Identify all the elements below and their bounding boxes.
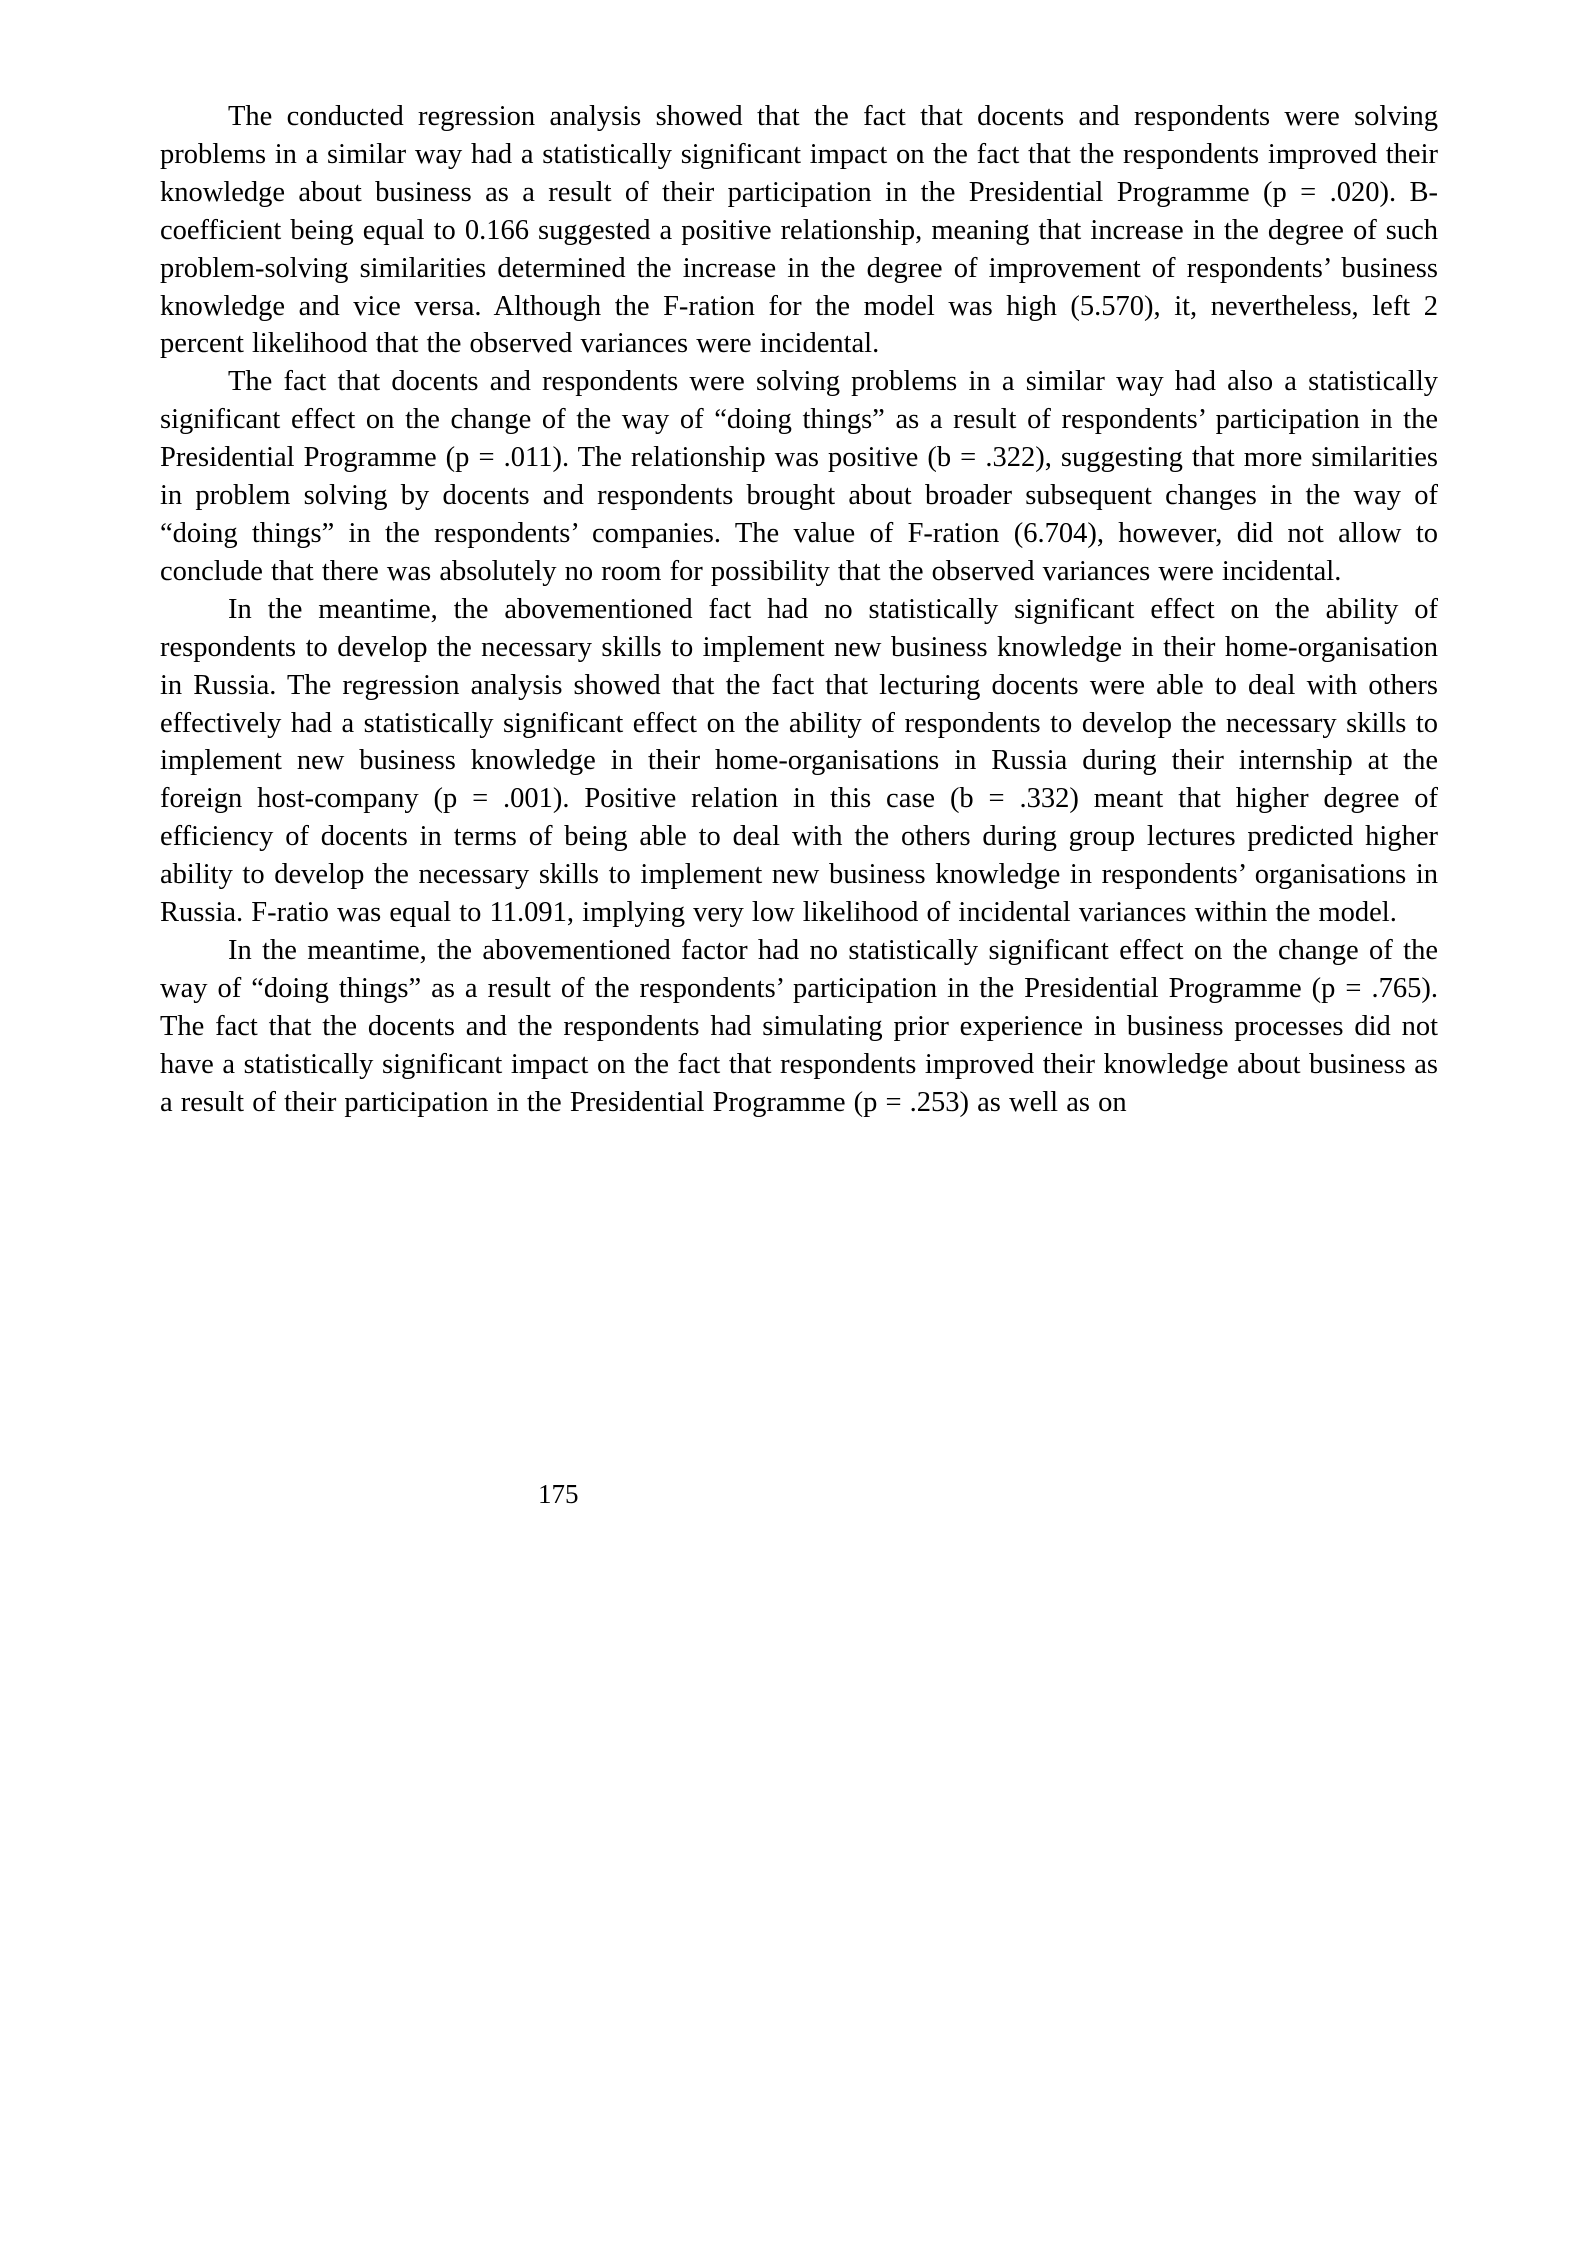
paragraph-regression-analysis: The conducted regression analysis showed that the fact that docents and respondents were solving problems in a similar way had a statistically significant impact on the fact that the respondents improved their knowledge about business as a result of their participation in the Presidential Programme (p = .020). B-coefficient being equal to 0.166 suggested a positive relationship, meaning that increase in the degree of such problem-solving similarities determined the increase in the degree of improvement of respondents’ business knowledge and vice versa. Although the F-ration for the model was high (5.570), it, nevertheless, left 2 percent likelihood that the observed variances were incidental.: [160, 101, 1438, 360]
paragraph-skills-development: In the meantime, the abovementioned fact had no statistically significant effect on the ability of respondents to develop the necessary skills to implement new business knowledge in their home-organisation in Russia. The regression analysis showed that the fact that lecturing docents were able to deal with others effectively had a statistically significant effect on the ability of respondents to develop the necessary skills to implement new business knowledge in their home-organisations in Russia during their internship at the foreign host-company (p = .001). Positive relation in this case (b = .332) meant that higher degree of efficiency of docents in terms of being able to deal with the others during group lectures predicted higher ability to develop the necessary skills to implement new business knowledge in respondents’ organisations in Russia. F-ratio was equal to 11.091, implying very low likelihood of incidental variances within the model.: [160, 593, 1438, 929]
page-number: 175: [538, 1479, 579, 1509]
paragraph-doing-things-change: In the meantime, the abovementioned factor had no statistically significant effect on the change of the way of “doing things” as a result of the respondents’ participation in the Presidential Programme (p = .765). The fact that the docents and the respondents had simulating prior experience in business processes did not have a statistically significant impact on the fact that respondents improved their knowledge about business as a result of their participation in the Presidential Programme (p = .253) as well as on: [160, 934, 1438, 1118]
page-content: [160, 98, 1438, 1121]
paragraph-problem-solving-effect: The fact that docents and respondents were solving problems in a similar way had also a statistically significant effect on the change of the way of “doing things” as a result of respondents’ participation in the Presidential Programme (p = .011). The relationship was positive (b = .322), suggesting that more similarities in problem solving by docents and respondents brought about broader subsequent changes in the way of “doing things” in the respondents’ companies. The value of F-ration (6.704), however, did not allow to conclude that there was absolutely no room for possibility that the observed variances were incidental.: [160, 366, 1438, 587]
